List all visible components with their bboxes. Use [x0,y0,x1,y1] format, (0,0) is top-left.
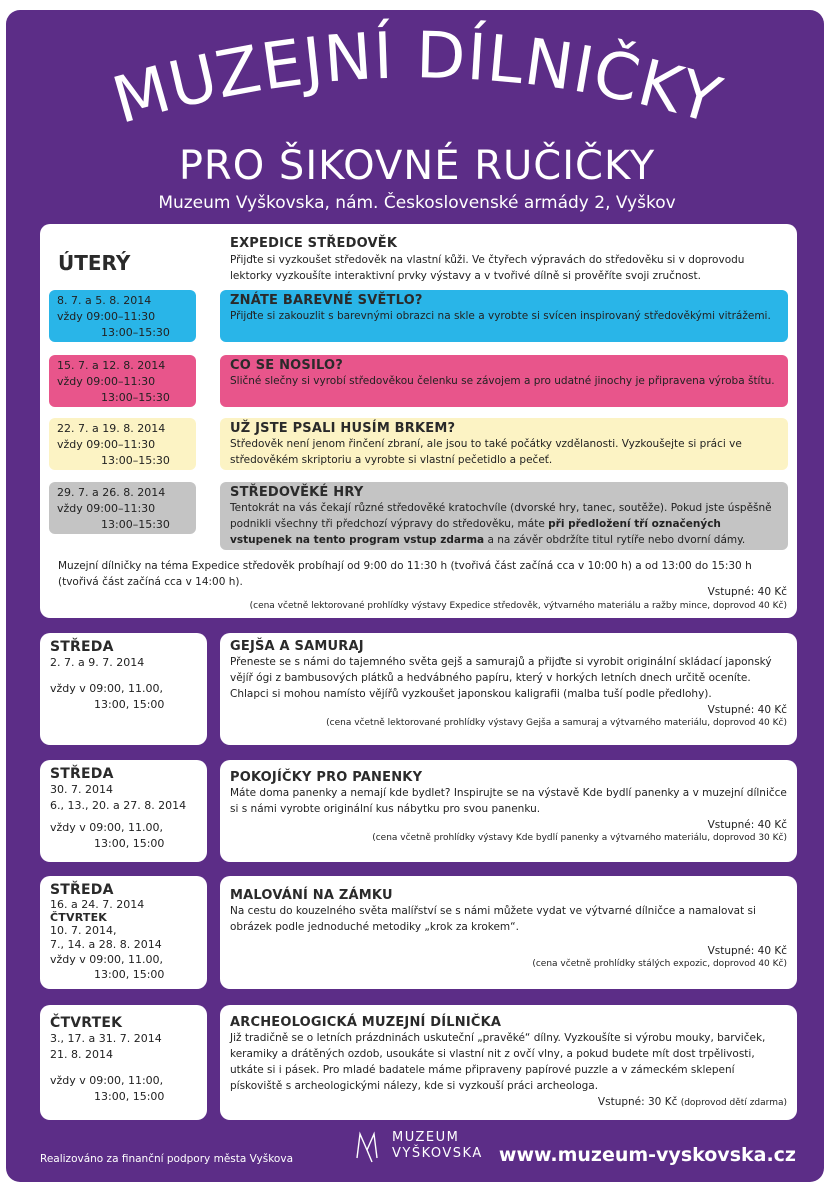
topic-title: POKOJÍČKY PRO PANENKY [230,770,423,785]
day-card [40,633,207,745]
day-card [40,1005,207,1120]
date-text: 29. 7. a 26. 8. 2014 [57,486,166,499]
date-text: 2. 7. a 9. 7. 2014 [50,656,145,669]
topic-title: MALOVÁNÍ NA ZÁMKU [230,888,393,903]
price: Vstupné: 30 Kč (doprovod dětí zdarma) [597,1096,787,1108]
date-box [49,290,196,342]
topic-title: ARCHEOLOGICKÁ MUZEJNÍ DÍLNIČKA [230,1015,502,1030]
time-text: vždy v 09:00, 11.00, [50,821,163,834]
date-box [49,355,196,407]
day-card [40,760,207,862]
price-note: (cena včetně prohlídky stálých expozic, doprovod 40 Kč) [532,959,787,969]
date-text: 3., 17. a 31. 7. 2014 [50,1032,162,1045]
topic-box [220,355,788,407]
topic-text: Máte doma panenky a nemají kde bydlet? Inspirujte se na výstavě Kde bydlí panenky a v muzejní dílničce si s námi vyrobte originální kus nábytku pro svou panenku. [230,787,787,815]
time-text: vždy v 09:00, 11.00, [50,682,163,695]
time-text: 13:00, 15:00 [94,968,165,981]
workshop-card [220,633,797,745]
topic-title: STŘEDOVĚKÉ HRY [230,485,364,500]
date-text: 30. 7. 2014 [50,783,113,796]
topic-box [220,290,788,342]
topic-box [220,418,788,470]
topic-text: Přeneste se s námi do tajemného světa gejš a samurajů a přijďte si vyrobit originální skládací japonský vějíř ógi z bambusových plátků a hedvábného papíru, který v horkých letních dnech určitě oceníte. Chlapci si mohou namísto vějířů vyzkoušet japonskou kaligrafii (malba tuší podle předlohy). [230,656,772,700]
time-text: vždy 09:00–11:30 [57,438,156,451]
date-text: 21. 8. 2014 [50,1048,113,1061]
time-text: vždy v 09:00, 11:00, [50,1074,164,1087]
day-label: STŘEDA [50,766,114,782]
day-label: ČTVRTEK [50,1015,123,1031]
time-text: vždy v 09:00, 11.00, [50,953,163,966]
time-text: 13:00–15:30 [101,391,170,404]
time-text: 13:00, 15:00 [94,837,165,850]
workshop-card [220,1005,797,1120]
day-label-tuesday: ÚTERÝ [58,251,131,275]
tuesday-note: Muzejní dílničky na téma Expedice středověk probíhají od 9:00 do 11:30 h (tvořivá část začíná cca v 10:00 h) a od 13:00 do 15:30 h (tvořivá část začíná cca v 14:00 h). [58,560,752,588]
topic-box [220,482,788,550]
logo-line1: MUZEUM [392,1130,460,1145]
date-text: 8. 7. a 5. 8. 2014 [57,294,152,307]
title-arc [0,0,834,150]
tuesday-price-note: (cena včetně lektorované prohlídky výstavy Expedice středověk, výtvarného materiálu a ražby mince, doprovod 40 Kč) [249,601,787,611]
workshop-card [220,876,797,989]
logo-line2: VYŠKOVSKA [392,1146,483,1161]
time-text: vždy 09:00–11:30 [57,310,156,323]
topic-text: Sličné slečny si vyrobí středověkou čelenku se závojem a pro udatné jinochy je připravena výroba štítu. [230,375,775,387]
time-text: 13:00–15:30 [101,454,170,467]
website-url: www.muzeum-vyskovska.cz [498,1144,796,1166]
price-note: (cena včetně prohlídky výstavy Kde bydlí panenky a výtvarného materiálu, doprovod 30 Kč) [372,833,787,843]
date-box [49,482,196,534]
topic-title: ZNÁTE BAREVNÉ SVĚTLO? [230,293,423,308]
day-label: STŘEDA [50,882,114,898]
time-text: 13:00, 15:00 [94,698,165,711]
logo-mark-icon [354,1128,380,1164]
tuesday-intro: Přijďte si vyzkoušet středověk na vlastní kůži. Ve čtyřech výpravách do středověku si v doprovodu lektorky vyzkoušíte interaktivní prvky výstavy a v tvořivé dílně si prověříte svoji zručnost. [230,254,745,282]
date-text: 15. 7. a 12. 8. 2014 [57,359,166,372]
main-title: MUZEJNÍ DÍLNIČKY [105,19,730,140]
support-text: Realizováno za finanční podpory města Vyškova [40,1153,293,1165]
date-text: 6., 13., 20. a 27. 8. 2014 [50,799,187,812]
time-text: 13:00–15:30 [101,518,170,531]
date-text: 7., 14. a 28. 8. 2014 [50,938,162,951]
subtitle: PRO ŠIKOVNÉ RUČIČKY [178,143,656,189]
topic-title: GEJŠA A SAMURAJ [230,639,364,654]
date-text: 16. a 24. 7. 2014 [50,898,145,911]
date-box [49,418,196,470]
time-text: 13:00, 15:00 [94,1090,165,1103]
workshop-card [220,760,797,862]
time-text: 13:00–15:30 [101,326,170,339]
time-text: vždy 09:00–11:30 [57,375,156,388]
topic-text: Tentokrát na vás čekají různé středověké kratochvíle (dvorské hry, tanec, soutěže). Pokud jste úspěšně podnikli všechny tři předchozí výpravy do středověku, máte při předložení tří označených vstupenek na tento program vstup zdarma a na závěr obdržíte titul rytíře nebo dvorní dámy. [230,502,772,546]
topic-title: CO SE NOSILO? [230,358,344,373]
date-text: 22. 7. a 19. 8. 2014 [57,422,166,435]
topic-text: Na cestu do kouzelného světa malířství se s námi můžete vydat ve výtvarné dílničce a namalovat si obrázek podle jednoduché metodiky „krok za krokem“. [230,905,756,933]
day-label: STŘEDA [50,639,114,655]
date-text: 10. 7. 2014, [50,924,117,937]
price: Vstupné: 40 Kč [707,819,787,831]
topic-text: Přijďte si zakouzlit s barevnými obrazci na skle a vyrobte si svícen inspirovaný středověkými vitrážemi. [230,310,771,322]
price: Vstupné: 40 Kč [707,945,787,957]
day-card [40,876,207,989]
time-text: vždy 09:00–11:30 [57,502,156,515]
day-label: ČTVRTEK [50,911,108,924]
price-note: (cena včetně lektorované prohlídky výstavy Gejša a samuraj a výtvarného materiálu, doprovod 40 Kč) [326,718,787,728]
topic-text: Středověk není jenom řinčení zbraní, ale jsou to také počátky vzdělanosti. Vyzkoušejte si práci ve středověkém skriptoriu a vyrobte si vlastní pečetidlo a pečeť. [230,438,742,466]
topic-title: UŽ JSTE PSALI HUSÍM BRKEM? [230,421,456,436]
topic-text: Již tradičně se o letních prázdninách uskuteční „pravěké“ dílny. Vyzkoušíte si výrobu mouky, barviček, keramiky a drátěných ozdob, usoukáte si vlastní nit z ovčí vlny, a pokud budete mít dost trpělivosti, utkáte si i pásek. Pro mladé badatele máme připraveny papírové puzzle a v zámeckém sklepení pískoviště s archeologickými nálezy, kde si vyzkouší práci archeologa. [230,1032,766,1092]
address: Muzeum Vyškovska, nám. Československé armády 2, Vyškov [158,193,676,213]
tuesday-price: Vstupné: 40 Kč [707,586,787,598]
tuesday-heading: EXPEDICE STŘEDOVĚK [230,236,398,251]
price: Vstupné: 40 Kč [707,704,787,716]
